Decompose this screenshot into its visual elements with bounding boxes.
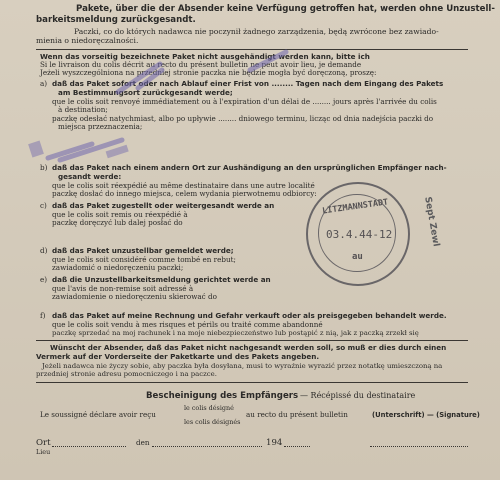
receipt-signature-label: (Unterschrift) — (Signature) — [372, 411, 480, 419]
receipt-recto: au recto du présent bulletin — [246, 410, 348, 419]
receipt-year: 194 — [266, 438, 283, 448]
postmark-town: LITZMANNSTADT — [321, 197, 389, 217]
intro-de: Wenn das vorseitig bezeichnete Paket nicht ausgehändigt werden kann, bitte ich — [40, 52, 370, 61]
intro-fr: Si le livraison du colis décrit au recto du présent bulletin ne peut avoir lieu, je demande — [40, 60, 362, 69]
option-b-fr: que le colis soit réexpédié au même destinataire dans une autre localité — [52, 181, 315, 190]
option-a-letter: a) — [40, 79, 48, 88]
header-de-line2: barkeitsmeldung zurückgesandt. — [36, 15, 196, 25]
option-a-de2: am Bestimmungsort zurückgesandt werde; — [58, 88, 233, 97]
receipt-title-fr: — Récépissé du destinataire — [300, 391, 416, 400]
receipt-title-de: Bescheinigung des Empfängers — [146, 391, 299, 401]
option-e-de: daß die Unzustellbarkeitsmeldung gerichtet werde an — [52, 275, 271, 284]
header-pl-line2: mienia o niedoręczalności. — [36, 36, 139, 45]
footer-note-de1: Wünscht der Absender, daß das Paket nicht nachgesandt werden soll, so muß er dies durch einen — [50, 343, 447, 352]
option-f-fr: que le colis soit vendu à mes risques et périls ou traité comme abandonné — [52, 320, 323, 329]
option-d-de: daß das Paket unzustellbar gemeldet werde; — [52, 246, 234, 255]
option-b-de: daß das Paket nach einem andern Ort zur Aushändigung an den ursprünglichen Empfänger nach- — [52, 163, 447, 172]
option-a-de: daß das Paket sofort oder nach Ablauf einer Frist von ........ Tagen nach dem Eingang des Pakets — [52, 79, 444, 88]
intro-pl: Jeżeli wyszczególniona na przedniej stronie paczka nie będzie mogła być doręczoną, proszę: — [40, 68, 377, 77]
option-f-de: daß das Paket auf meine Rechnung und Gefahr verkauft oder als preisgegeben behandelt werde. — [52, 311, 447, 320]
receipt-declare: Le soussigné déclare avoir reçu — [40, 410, 156, 419]
footer-note-pl2: przedniej stronie adresu pomocniczego i na paczce. — [36, 370, 217, 378]
receipt-ort-label: Ort — [36, 438, 51, 448]
option-c-pl: paczkę doręczyć lub dalej posłać do — [52, 218, 183, 227]
option-d-fr: que le colis soit considéré comme tombé en rebut; — [52, 255, 236, 264]
option-a-fr: que le colis soit renvoyé immédiatement ou à l'expiration d'un délai de ........ jours après l'arrivée du colis — [52, 97, 437, 106]
option-b-pl: paczkę dosłać do innego miejsca, celem wydania pierwotnemu odbiorcy: — [52, 189, 317, 198]
footer-note-pl1: Jeżeli nadawca nie życzy sobie, aby paczka była dosyłana, musi to wyraźnie wyrazić przez notatkę umieszczoną na — [42, 362, 443, 370]
option-f-letter: f) — [40, 311, 46, 320]
pencil-note: Sept Zewl — [422, 196, 441, 248]
postmark-date: 03.4.44-12 — [326, 228, 393, 241]
footer-note-de2: Vermerk auf der Vorderseite der Paketkarte und des Pakets angeben. — [36, 352, 320, 361]
option-c-letter: c) — [40, 201, 47, 210]
option-a-fr2: à destination; — [58, 105, 108, 114]
option-a-pl2: miejsca przeznaczenia; — [58, 122, 143, 131]
header-pl-line1: Paczki, co do których nadawca nie poczynił żadnego zarządzenia, będą zwrócone bez zawiado- — [74, 27, 439, 36]
receipt-lieu-label: Lieu — [36, 448, 51, 456]
option-f-pl: paczkę sprzedać na moj rachunek i na moje niebezpieczeństwo lub postąpić z nią, jak z paczką zrzekł się — [52, 329, 419, 337]
postmark-code: au — [352, 252, 363, 262]
option-e-fr: que l'avis de non-remise soit adressé à — [52, 284, 194, 293]
option-d-pl: zawiadomić o niedoręczeniu paczki; — [52, 263, 184, 272]
option-d-letter: d) — [40, 246, 48, 255]
header-de-line1: Pakete, über die der Absender keine Verfügung getroffen hat, werden ohne Unzustell- — [76, 4, 495, 14]
postmark-stamp — [306, 182, 410, 286]
option-a-pl: paczkę odesłać natychmiast, albo po upływie ........ dniowego terminu, licząc od dnia nadejścia paczki do — [52, 114, 434, 123]
receipt-colis-singular: le colis désigné — [184, 404, 234, 412]
option-e-letter: e) — [40, 275, 48, 284]
option-e-pl: zawiadomienie o niedoręczeniu skierować do — [52, 292, 217, 301]
option-c-fr: que le colis soit remis ou réexpédié à — [52, 210, 188, 219]
receipt-colis-plural: les colis désignés — [184, 418, 241, 426]
option-b-de2: gesandt werde: — [58, 172, 122, 181]
option-c-de: daß das Paket zugestellt oder weitergesandt werde an — [52, 201, 275, 210]
option-b-letter: b) — [40, 163, 48, 172]
receipt-den-label: den — [136, 438, 150, 447]
